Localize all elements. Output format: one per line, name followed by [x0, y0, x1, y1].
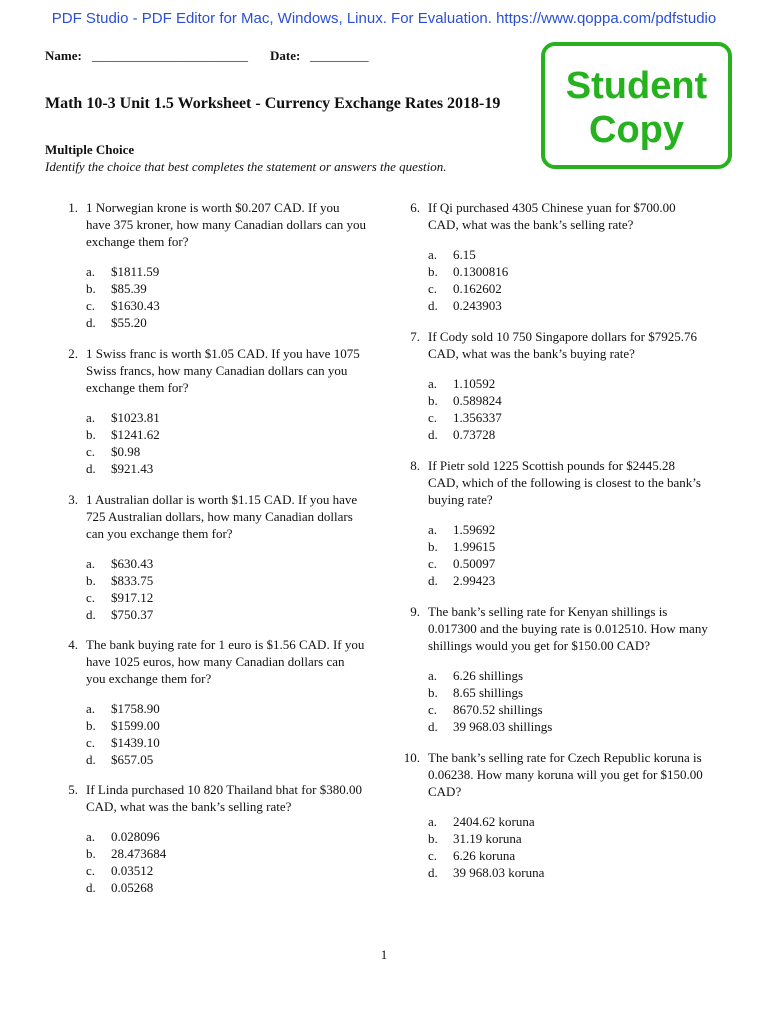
option-letter: c. [428, 556, 438, 571]
option-text: $1023.81 [111, 410, 160, 425]
evaluation-banner: PDF Studio - PDF Editor for Mac, Windows, Linux. For Evaluation. https://www.qoppa.com/pdfstudio [51, 10, 717, 27]
option-letter: d. [86, 880, 96, 895]
question-6 [400, 199, 700, 328]
option[interactable] [428, 701, 700, 718]
option-text: $55.20 [111, 315, 147, 330]
option[interactable] [428, 572, 700, 589]
option-letter: d. [428, 298, 438, 313]
option[interactable] [428, 426, 700, 443]
option-text: $921.43 [111, 461, 154, 476]
option-letter: d. [86, 315, 96, 330]
option-letter: a. [86, 556, 96, 571]
option[interactable] [86, 426, 358, 443]
question-7 [400, 328, 700, 457]
option-text: 0.028096 [111, 829, 160, 844]
option-letter: a. [428, 668, 438, 683]
option[interactable] [86, 572, 358, 589]
option[interactable] [86, 297, 358, 314]
question-text: If Pietr sold 1225 Scottish pounds for $2445.28 CAD, which of the following is closest to the bank’s buying rate? [428, 458, 701, 507]
options-list [86, 828, 358, 896]
option-text: 6.26 shillings [453, 668, 524, 683]
option-text: $85.39 [111, 281, 147, 296]
question-2 [58, 345, 358, 491]
option-letter: d. [86, 607, 96, 622]
option-letter: c. [86, 298, 96, 313]
options-list [428, 813, 700, 881]
option-letter: d. [428, 865, 438, 880]
option-letter: c. [428, 702, 438, 717]
option[interactable] [86, 717, 358, 734]
question-1 [58, 199, 366, 345]
page-number: 1 [380, 947, 388, 962]
option[interactable] [86, 263, 358, 280]
option-letter: c. [86, 735, 96, 750]
option-text: 0.05268 [111, 880, 154, 895]
question-4 [58, 636, 365, 781]
option-text: 0.03512 [111, 863, 154, 878]
option-letter: d. [86, 461, 96, 476]
option-text: $1599.00 [111, 718, 160, 733]
option-text: 1.59692 [453, 522, 496, 537]
option-letter: c. [428, 281, 438, 296]
option[interactable] [86, 589, 358, 606]
option-letter: c. [86, 444, 96, 459]
option[interactable] [428, 392, 700, 409]
options-list [428, 246, 700, 314]
option[interactable] [428, 246, 700, 263]
option-text: 39 968.03 shillings [453, 719, 553, 734]
option-letter: b. [86, 281, 96, 296]
question-number: 5. [68, 782, 78, 797]
option[interactable] [86, 460, 358, 477]
options-list [86, 700, 358, 768]
options-list [428, 521, 700, 589]
option[interactable] [428, 830, 700, 847]
option-letter: b. [86, 718, 96, 733]
option[interactable] [86, 845, 358, 862]
question-number: 4. [68, 637, 78, 652]
option-text: $1811.59 [111, 264, 160, 279]
question-text: The bank’s selling rate for Czech Republic koruna is 0.06238. How many koruna will you get for $150.00 CAD? [428, 750, 703, 799]
option-text: 0.589824 [453, 393, 502, 408]
option-text: 8670.52 shillings [453, 702, 543, 717]
question-3 [58, 491, 358, 636]
option[interactable] [428, 667, 700, 684]
option-letter: b. [428, 685, 438, 700]
option-letter: b. [86, 427, 96, 442]
question-number: 9. [410, 604, 420, 619]
stamp-line-1: Student [565, 65, 708, 107]
option[interactable] [86, 555, 358, 572]
date-field[interactable]: _________ [310, 48, 369, 63]
option-letter: d. [428, 427, 438, 442]
option-text: 6.15 [453, 247, 476, 262]
option-letter: d. [428, 573, 438, 588]
options-list [428, 667, 700, 735]
option-text: 0.162602 [453, 281, 502, 296]
option[interactable] [428, 555, 700, 572]
option[interactable] [86, 409, 358, 426]
instructions: Identify the choice that best completes the statement or answers the question. [45, 159, 447, 174]
option-letter: d. [428, 719, 438, 734]
question-text: If Cody sold 10 750 Singapore dollars for $7925.76 CAD, what was the bank’s buying rate? [428, 329, 698, 361]
option[interactable] [428, 409, 700, 426]
question-text: The bank’s selling rate for Kenyan shillings is 0.017300 and the buying rate is 0.012510. How many shillings would you get for $150.00 CAD? [428, 604, 708, 653]
option-letter: b. [86, 573, 96, 588]
option-letter: a. [86, 829, 96, 844]
option-letter: a. [428, 376, 438, 391]
option-letter: c. [428, 848, 438, 863]
option-text: $833.75 [111, 573, 154, 588]
question-text: If Qi purchased 4305 Chinese yuan for $700.00 CAD, what was the bank’s selling rate? [428, 200, 676, 232]
option-letter: c. [86, 863, 96, 878]
question-5 [58, 781, 362, 896]
option-text: 6.26 koruna [453, 848, 516, 863]
option-text: 1.99615 [453, 539, 496, 554]
question-number: 8. [410, 458, 420, 473]
option-text: 0.73728 [453, 427, 496, 442]
options-list [86, 263, 358, 331]
option-text: $1439.10 [111, 735, 160, 750]
option[interactable] [86, 700, 358, 717]
option-text: 8.65 shillings [453, 685, 524, 700]
option[interactable] [86, 280, 358, 297]
options-list [428, 375, 700, 443]
question-9 [400, 603, 708, 749]
worksheet-title: Math 10-3 Unit 1.5 Worksheet - Currency Exchange Rates 2018-19 [45, 95, 501, 112]
option[interactable] [428, 280, 700, 297]
question-number: 3. [68, 492, 78, 507]
question-number: 2. [68, 346, 78, 361]
option[interactable] [428, 375, 700, 392]
option-letter: b. [86, 846, 96, 861]
question-number: 10. [403, 750, 420, 765]
option-letter: a. [86, 701, 96, 716]
option-letter: a. [86, 264, 96, 279]
name-label: Name: [45, 48, 82, 63]
student-copy-stamp [541, 42, 732, 169]
option-letter: a. [86, 410, 96, 425]
option[interactable] [428, 263, 700, 280]
option[interactable] [428, 813, 700, 830]
questions-left-column [58, 199, 366, 896]
question-number: 1. [68, 200, 78, 215]
question-text: 1 Norwegian krone is worth $0.207 CAD. If you have 375 kroner, how many Canadian dollars can you exchange them for? [86, 200, 366, 249]
option-text: $1630.43 [111, 298, 160, 313]
option-text: $630.43 [111, 556, 154, 571]
option-letter: b. [428, 539, 438, 554]
option[interactable] [86, 862, 358, 879]
section-heading: Multiple Choice [45, 142, 135, 157]
option[interactable] [86, 606, 358, 623]
option[interactable] [86, 879, 358, 896]
question-number: 6. [410, 200, 420, 215]
option-text: 1.356337 [453, 410, 502, 425]
option-letter: c. [86, 590, 96, 605]
option-text: $917.12 [111, 590, 154, 605]
option-letter: b. [428, 393, 438, 408]
option[interactable] [428, 684, 700, 701]
option[interactable] [86, 443, 358, 460]
question-text: 1 Swiss franc is worth $1.05 CAD. If you have 1075 Swiss francs, how many Canadian dollars can you exchange them for? [86, 346, 360, 395]
question-number: 7. [410, 329, 420, 344]
option[interactable] [428, 847, 700, 864]
question-text: If Linda purchased 10 820 Thailand bhat for $380.00 CAD, what was the bank’s selling rate? [86, 782, 362, 814]
option-text: 1.10592 [453, 376, 496, 391]
option-text: 28.473684 [111, 846, 167, 861]
option[interactable] [86, 314, 358, 331]
option-text: 31.19 koruna [453, 831, 522, 846]
question-10 [400, 749, 703, 881]
option-letter: c. [428, 410, 438, 425]
option[interactable] [86, 828, 358, 845]
option[interactable] [428, 864, 700, 881]
option-text: $1241.62 [111, 427, 160, 442]
option[interactable] [428, 538, 700, 555]
option-letter: a. [428, 522, 438, 537]
option-text: 0.1300816 [453, 264, 509, 279]
option-letter: a. [428, 814, 438, 829]
options-list [86, 409, 358, 477]
question-text: The bank buying rate for 1 euro is $1.56 CAD. If you have 1025 euros, how many Canadian dollars can you exchange them for? [86, 637, 365, 686]
option-letter: b. [428, 831, 438, 846]
option[interactable] [86, 734, 358, 751]
option[interactable] [428, 521, 700, 538]
question-text: 1 Australian dollar is worth $1.15 CAD. If you have 725 Australian dollars, how many Canadian dollars can you exchange them for? [86, 492, 358, 541]
option-text: $657.05 [111, 752, 154, 767]
option[interactable] [86, 751, 358, 768]
option-letter: b. [428, 264, 438, 279]
option-letter: d. [86, 752, 96, 767]
option[interactable] [428, 297, 700, 314]
option-text: $750.37 [111, 607, 154, 622]
option[interactable] [428, 718, 700, 735]
option-text: $0.98 [111, 444, 141, 459]
questions-right-column [400, 199, 708, 881]
option-text: $1758.90 [111, 701, 160, 716]
option-text: 0.50097 [453, 556, 496, 571]
question-8 [400, 457, 700, 603]
option-letter: a. [428, 247, 438, 262]
options-list [86, 555, 358, 623]
option-text: 39 968.03 koruna [453, 865, 545, 880]
name-field[interactable]: ________________________ [92, 48, 248, 63]
option-text: 2404.62 koruna [453, 814, 535, 829]
option-text: 0.243903 [453, 298, 502, 313]
date-label: Date: [270, 48, 301, 63]
option-text: 2.99423 [453, 573, 496, 588]
stamp-line-2: Copy [589, 109, 684, 151]
